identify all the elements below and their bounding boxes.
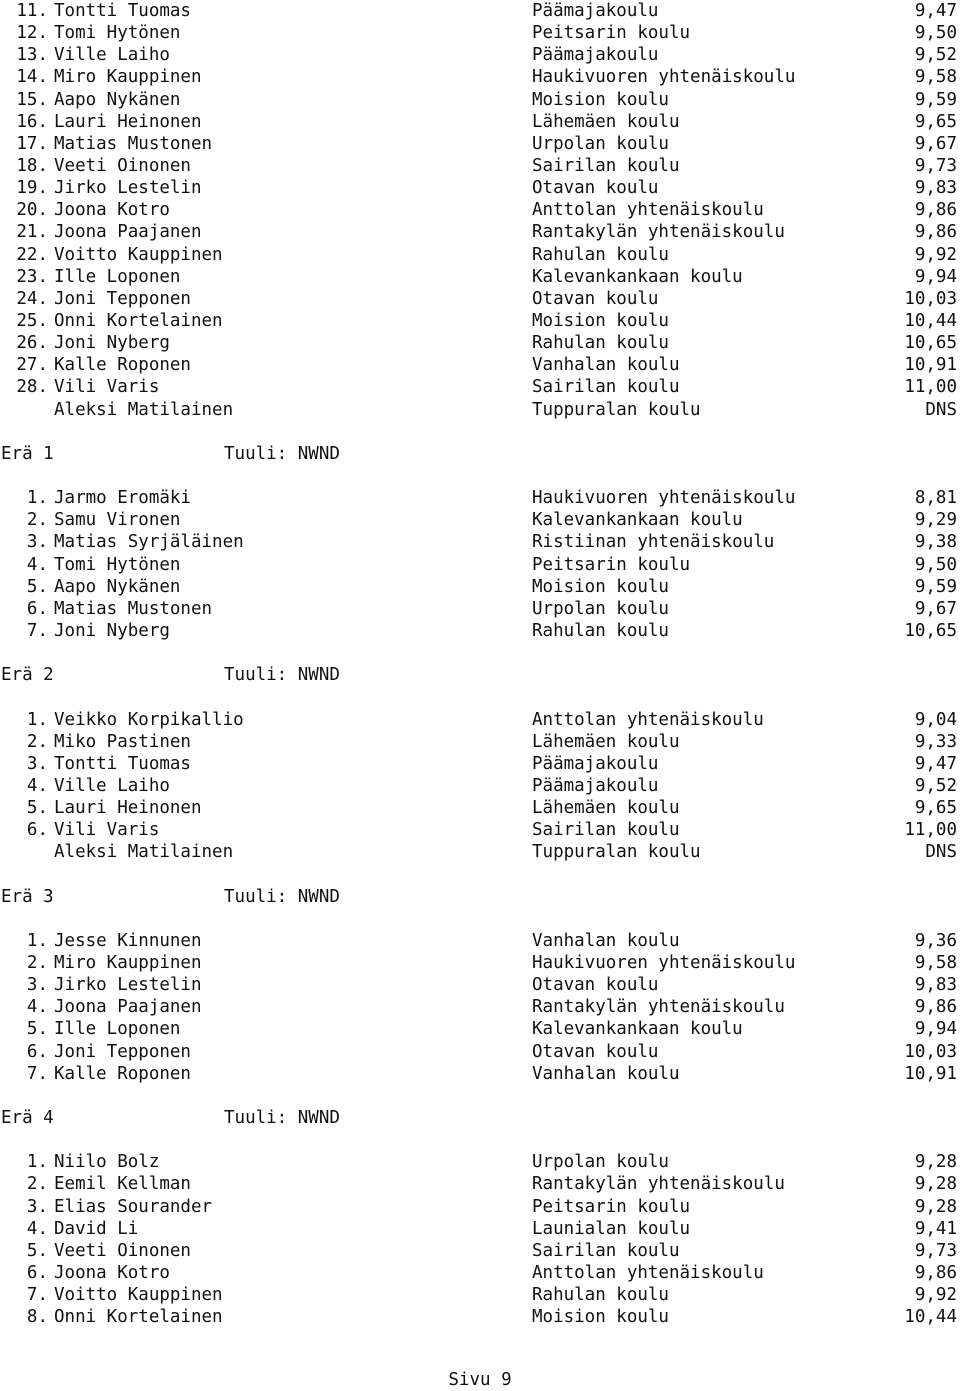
rank: 15. <box>16 89 48 110</box>
school-name: Lähemäen koulu <box>532 111 680 132</box>
rank: 3. <box>26 1196 48 1217</box>
rank: 5. <box>26 1019 48 1040</box>
result-time: 11,00 <box>904 820 957 841</box>
rank: 24. <box>16 288 48 309</box>
result-row <box>0 974 960 996</box>
athlete-name: Veeti Oinonen <box>54 155 191 176</box>
result-time: 9,73 <box>914 155 957 176</box>
result-row <box>0 775 960 797</box>
rank: 23. <box>16 266 48 287</box>
athlete-name: Voitto Kauppinen <box>54 1285 223 1306</box>
athlete-name: Tontti Tuomas <box>54 753 191 774</box>
rank: 1. <box>26 930 48 951</box>
school-name: Otavan koulu <box>532 1041 659 1062</box>
result-row <box>0 354 960 376</box>
school-name: Anttolan yhtenäiskoulu <box>532 200 764 221</box>
athlete-name: Tontti Tuomas <box>54 1 191 21</box>
rank: 2. <box>26 1174 48 1195</box>
athlete-name: Kalle Roponen <box>54 1063 191 1084</box>
spacer <box>0 863 960 885</box>
athlete-name: Elias Sourander <box>54 1196 213 1217</box>
rank: 11. <box>16 1 48 21</box>
school-name: Urpolan koulu <box>532 133 669 154</box>
athlete-name: Eemil Kellman <box>54 1174 191 1195</box>
athlete-name: Lauri Heinonen <box>54 798 202 819</box>
school-name: Haukivuoren yhtenäiskoulu <box>532 488 796 509</box>
result-row <box>0 111 960 133</box>
athlete-name: Jirko Lestelin <box>54 178 202 199</box>
athlete-name: Vili Varis <box>54 377 160 398</box>
result-row <box>0 177 960 199</box>
school-name: Anttolan yhtenäiskoulu <box>532 1263 764 1284</box>
result-row <box>0 1306 960 1328</box>
school-name: Otavan koulu <box>532 975 659 996</box>
result-time: 11,00 <box>904 377 957 398</box>
school-name: Peitsarin koulu <box>532 554 691 575</box>
school-name: Rantakylän yhtenäiskoulu <box>532 1174 785 1195</box>
rank: 3. <box>26 753 48 774</box>
result-row <box>0 1041 960 1063</box>
result-row <box>0 1173 960 1195</box>
result-time: 9,86 <box>914 222 957 243</box>
result-time: 9,65 <box>914 798 957 819</box>
spacer <box>0 1085 960 1107</box>
school-name: Vanhalan koulu <box>532 355 680 376</box>
result-time: 10,03 <box>904 1041 957 1062</box>
rank: 4. <box>26 997 48 1018</box>
athlete-name: Jarmo Eromäki <box>54 488 191 509</box>
result-row <box>0 288 960 310</box>
athlete-name: Kalle Roponen <box>54 355 191 376</box>
result-row <box>0 332 960 354</box>
result-row <box>0 620 960 642</box>
result-row <box>0 487 960 509</box>
heat-label: Erä 1 <box>1 443 54 464</box>
athlete-name: Aleksi Matilainen <box>54 399 234 420</box>
athlete-name: Onni Kortelainen <box>54 310 223 331</box>
wind-label: Tuuli: NWND <box>224 1108 340 1129</box>
result-time: 9,65 <box>914 111 957 132</box>
athlete-name: Aleksi Matilainen <box>54 842 234 863</box>
school-name: Sairilan koulu <box>532 820 680 841</box>
result-row <box>0 1262 960 1284</box>
rank: 1. <box>26 1152 48 1173</box>
result-row <box>0 554 960 576</box>
athlete-name: Vili Varis <box>54 820 160 841</box>
result-time: 10,65 <box>904 333 957 354</box>
rank: 6. <box>26 598 48 619</box>
result-row <box>0 133 960 155</box>
rank: 18. <box>16 155 48 176</box>
school-name: Rahulan koulu <box>532 1285 669 1306</box>
heat-header <box>0 1107 960 1129</box>
rank: 4. <box>26 554 48 575</box>
athlete-name: Ille Loponen <box>54 266 181 287</box>
result-row <box>0 598 960 620</box>
athlete-name: Aapo Nykänen <box>54 576 181 597</box>
result-time: 9,59 <box>914 576 957 597</box>
heat-header <box>0 886 960 908</box>
result-row <box>0 44 960 66</box>
wind-label: Tuuli: NWND <box>224 443 340 464</box>
wind-label: Tuuli: NWND <box>224 665 340 686</box>
result-time: 9,86 <box>914 1263 957 1284</box>
rank: 5. <box>26 1240 48 1261</box>
result-time: DNS <box>925 842 957 863</box>
result-time: 9,36 <box>914 930 957 951</box>
school-name: Haukivuoren yhtenäiskoulu <box>532 67 796 88</box>
athlete-name: Joni Nyberg <box>54 333 170 354</box>
spacer <box>0 908 960 930</box>
result-row <box>0 399 960 421</box>
result-time: 9,83 <box>914 178 957 199</box>
school-name: Urpolan koulu <box>532 1152 669 1173</box>
result-row <box>0 930 960 952</box>
result-time: 9,52 <box>914 775 957 796</box>
school-name: Rahulan koulu <box>532 333 669 354</box>
athlete-name: Jirko Lestelin <box>54 975 202 996</box>
result-time: 9,94 <box>914 266 957 287</box>
page-number: Sivu 9 <box>448 1370 512 1390</box>
result-time: 9,50 <box>914 554 957 575</box>
school-name: Launialan koulu <box>532 1218 691 1239</box>
school-name: Vanhalan koulu <box>532 1063 680 1084</box>
heat-header <box>0 443 960 465</box>
result-row <box>0 1240 960 1262</box>
result-time: 9,86 <box>914 997 957 1018</box>
result-row <box>0 0 960 22</box>
result-time: 9,28 <box>914 1196 957 1217</box>
school-name: Päämajakoulu <box>532 775 659 796</box>
rank: 2. <box>26 731 48 752</box>
result-time: 9,50 <box>914 23 957 44</box>
result-time: 9,29 <box>914 510 957 531</box>
result-time: 9,58 <box>914 67 957 88</box>
heat-label: Erä 2 <box>1 665 54 686</box>
athlete-name: Joni Nyberg <box>54 620 170 641</box>
school-name: Otavan koulu <box>532 178 659 199</box>
school-name: Lähemäen koulu <box>532 798 680 819</box>
result-time: 9,41 <box>914 1218 957 1239</box>
rank: 19. <box>16 178 48 199</box>
result-row <box>0 244 960 266</box>
school-name: Ristiinan yhtenäiskoulu <box>532 532 775 553</box>
result-row <box>0 221 960 243</box>
athlete-name: Voitto Kauppinen <box>54 244 223 265</box>
school-name: Kalevankankaan koulu <box>532 1019 743 1040</box>
result-row <box>0 266 960 288</box>
rank: 8. <box>26 1307 48 1328</box>
wind-label: Tuuli: NWND <box>224 886 340 907</box>
result-row <box>0 952 960 974</box>
result-row <box>0 996 960 1018</box>
rank: 1. <box>26 709 48 730</box>
rank: 6. <box>26 1263 48 1284</box>
result-time: 9,47 <box>914 1 957 21</box>
result-row <box>0 819 960 841</box>
result-time: 9,38 <box>914 532 957 553</box>
result-time: 9,94 <box>914 1019 957 1040</box>
result-row <box>0 1196 960 1218</box>
school-name: Moision koulu <box>532 1307 669 1328</box>
school-name: Kalevankankaan koulu <box>532 266 743 287</box>
result-time: 10,03 <box>904 288 957 309</box>
result-time: 10,65 <box>904 620 957 641</box>
school-name: Urpolan koulu <box>532 598 669 619</box>
result-row <box>0 1018 960 1040</box>
athlete-name: Joona Paajanen <box>54 222 202 243</box>
rank: 22. <box>16 244 48 265</box>
spacer <box>0 686 960 708</box>
school-name: Sairilan koulu <box>532 377 680 398</box>
school-name: Vanhalan koulu <box>532 930 680 951</box>
result-time: 9,67 <box>914 598 957 619</box>
school-name: Sairilan koulu <box>532 155 680 176</box>
rank: 7. <box>26 620 48 641</box>
heat-label: Erä 4 <box>1 1108 54 1129</box>
result-time: 9,92 <box>914 1285 957 1306</box>
result-time: 10,44 <box>904 1307 957 1328</box>
rank: 6. <box>26 820 48 841</box>
result-row <box>0 310 960 332</box>
result-row <box>0 66 960 88</box>
rank: 1. <box>26 488 48 509</box>
result-row <box>0 576 960 598</box>
result-row <box>0 531 960 553</box>
athlete-name: Jesse Kinnunen <box>54 930 202 951</box>
result-time: 9,59 <box>914 89 957 110</box>
athlete-name: David Li <box>54 1218 139 1239</box>
athlete-name: Miro Kauppinen <box>54 67 202 88</box>
result-time: 9,47 <box>914 753 957 774</box>
rank: 5. <box>26 798 48 819</box>
athlete-name: Lauri Heinonen <box>54 111 202 132</box>
result-row <box>0 155 960 177</box>
rank: 20. <box>16 200 48 221</box>
result-row <box>0 509 960 531</box>
spacer <box>0 642 960 664</box>
athlete-name: Miro Kauppinen <box>54 953 202 974</box>
rank: 14. <box>16 67 48 88</box>
result-time: 9,58 <box>914 953 957 974</box>
athlete-name: Tomi Hytönen <box>54 554 181 575</box>
rank: 16. <box>16 111 48 132</box>
school-name: Peitsarin koulu <box>532 23 691 44</box>
result-row <box>0 841 960 863</box>
overall-results <box>0 0 960 421</box>
rank: 28. <box>16 377 48 398</box>
athlete-name: Joni Tepponen <box>54 1041 191 1062</box>
athlete-name: Aapo Nykänen <box>54 89 181 110</box>
rank: 4. <box>26 775 48 796</box>
rank: 12. <box>16 23 48 44</box>
school-name: Päämajakoulu <box>532 45 659 66</box>
result-row <box>0 731 960 753</box>
school-name: Moision koulu <box>532 89 669 110</box>
result-row <box>0 22 960 44</box>
athlete-name: Veikko Korpikallio <box>54 709 244 730</box>
rank: 21. <box>16 222 48 243</box>
school-name: Tuppuralan koulu <box>532 842 701 863</box>
athlete-name: Joni Tepponen <box>54 288 191 309</box>
result-time: 8,81 <box>914 488 957 509</box>
athlete-name: Niilo Bolz <box>54 1152 160 1173</box>
rank: 7. <box>26 1285 48 1306</box>
heat-results <box>0 421 960 1329</box>
result-row <box>0 753 960 775</box>
spacer <box>0 1129 960 1151</box>
result-time: 9,04 <box>914 709 957 730</box>
school-name: Tuppuralan koulu <box>532 399 701 420</box>
spacer <box>0 465 960 487</box>
school-name: Rahulan koulu <box>532 244 669 265</box>
school-name: Rahulan koulu <box>532 620 669 641</box>
result-row <box>0 1218 960 1240</box>
heat-label: Erä 3 <box>1 886 54 907</box>
result-time: 10,44 <box>904 310 957 331</box>
result-time: 9,83 <box>914 975 957 996</box>
result-time: 10,91 <box>904 355 957 376</box>
school-name: Päämajakoulu <box>532 1 659 21</box>
athlete-name: Matias Mustonen <box>54 598 213 619</box>
athlete-name: Joona Kotro <box>54 200 170 221</box>
rank: 2. <box>26 510 48 531</box>
result-time: 10,91 <box>904 1063 957 1084</box>
athlete-name: Ville Laiho <box>54 775 170 796</box>
result-row <box>0 376 960 398</box>
rank: 3. <box>26 975 48 996</box>
rank: 25. <box>16 310 48 331</box>
result-time: 9,73 <box>914 1240 957 1261</box>
rank: 27. <box>16 355 48 376</box>
result-row <box>0 199 960 221</box>
athlete-name: Ille Loponen <box>54 1019 181 1040</box>
athlete-name: Tomi Hytönen <box>54 23 181 44</box>
school-name: Rantakylän yhtenäiskoulu <box>532 997 785 1018</box>
rank: 2. <box>26 953 48 974</box>
school-name: Rantakylän yhtenäiskoulu <box>532 222 785 243</box>
athlete-name: Ville Laiho <box>54 45 170 66</box>
school-name: Haukivuoren yhtenäiskoulu <box>532 953 796 974</box>
result-row <box>0 1284 960 1306</box>
school-name: Moision koulu <box>532 310 669 331</box>
school-name: Otavan koulu <box>532 288 659 309</box>
heat-header <box>0 664 960 686</box>
spacer <box>0 421 960 443</box>
rank: 26. <box>16 333 48 354</box>
school-name: Sairilan koulu <box>532 1240 680 1261</box>
athlete-name: Joona Paajanen <box>54 997 202 1018</box>
rank: 5. <box>26 576 48 597</box>
school-name: Päämajakoulu <box>532 753 659 774</box>
result-row <box>0 1151 960 1173</box>
rank: 3. <box>26 532 48 553</box>
athlete-name: Miko Pastinen <box>54 731 191 752</box>
athlete-name: Matias Mustonen <box>54 133 213 154</box>
result-time: DNS <box>925 399 957 420</box>
athlete-name: Joona Kotro <box>54 1263 170 1284</box>
athlete-name: Onni Kortelainen <box>54 1307 223 1328</box>
school-name: Kalevankankaan koulu <box>532 510 743 531</box>
result-row <box>0 1063 960 1085</box>
result-row <box>0 709 960 731</box>
result-row <box>0 797 960 819</box>
rank: 7. <box>26 1063 48 1084</box>
athlete-name: Matias Syrjäläinen <box>54 532 244 553</box>
rank: 4. <box>26 1218 48 1239</box>
result-time: 9,33 <box>914 731 957 752</box>
athlete-name: Veeti Oinonen <box>54 1240 191 1261</box>
rank: 17. <box>16 133 48 154</box>
result-row <box>0 89 960 111</box>
result-time: 9,28 <box>914 1152 957 1173</box>
athlete-name: Samu Vironen <box>54 510 181 531</box>
school-name: Lähemäen koulu <box>532 731 680 752</box>
school-name: Moision koulu <box>532 576 669 597</box>
result-time: 9,52 <box>914 45 957 66</box>
result-time: 9,28 <box>914 1174 957 1195</box>
rank: 13. <box>16 45 48 66</box>
school-name: Peitsarin koulu <box>532 1196 691 1217</box>
rank: 6. <box>26 1041 48 1062</box>
result-time: 9,67 <box>914 133 957 154</box>
school-name: Anttolan yhtenäiskoulu <box>532 709 764 730</box>
result-time: 9,92 <box>914 244 957 265</box>
result-time: 9,86 <box>914 200 957 221</box>
